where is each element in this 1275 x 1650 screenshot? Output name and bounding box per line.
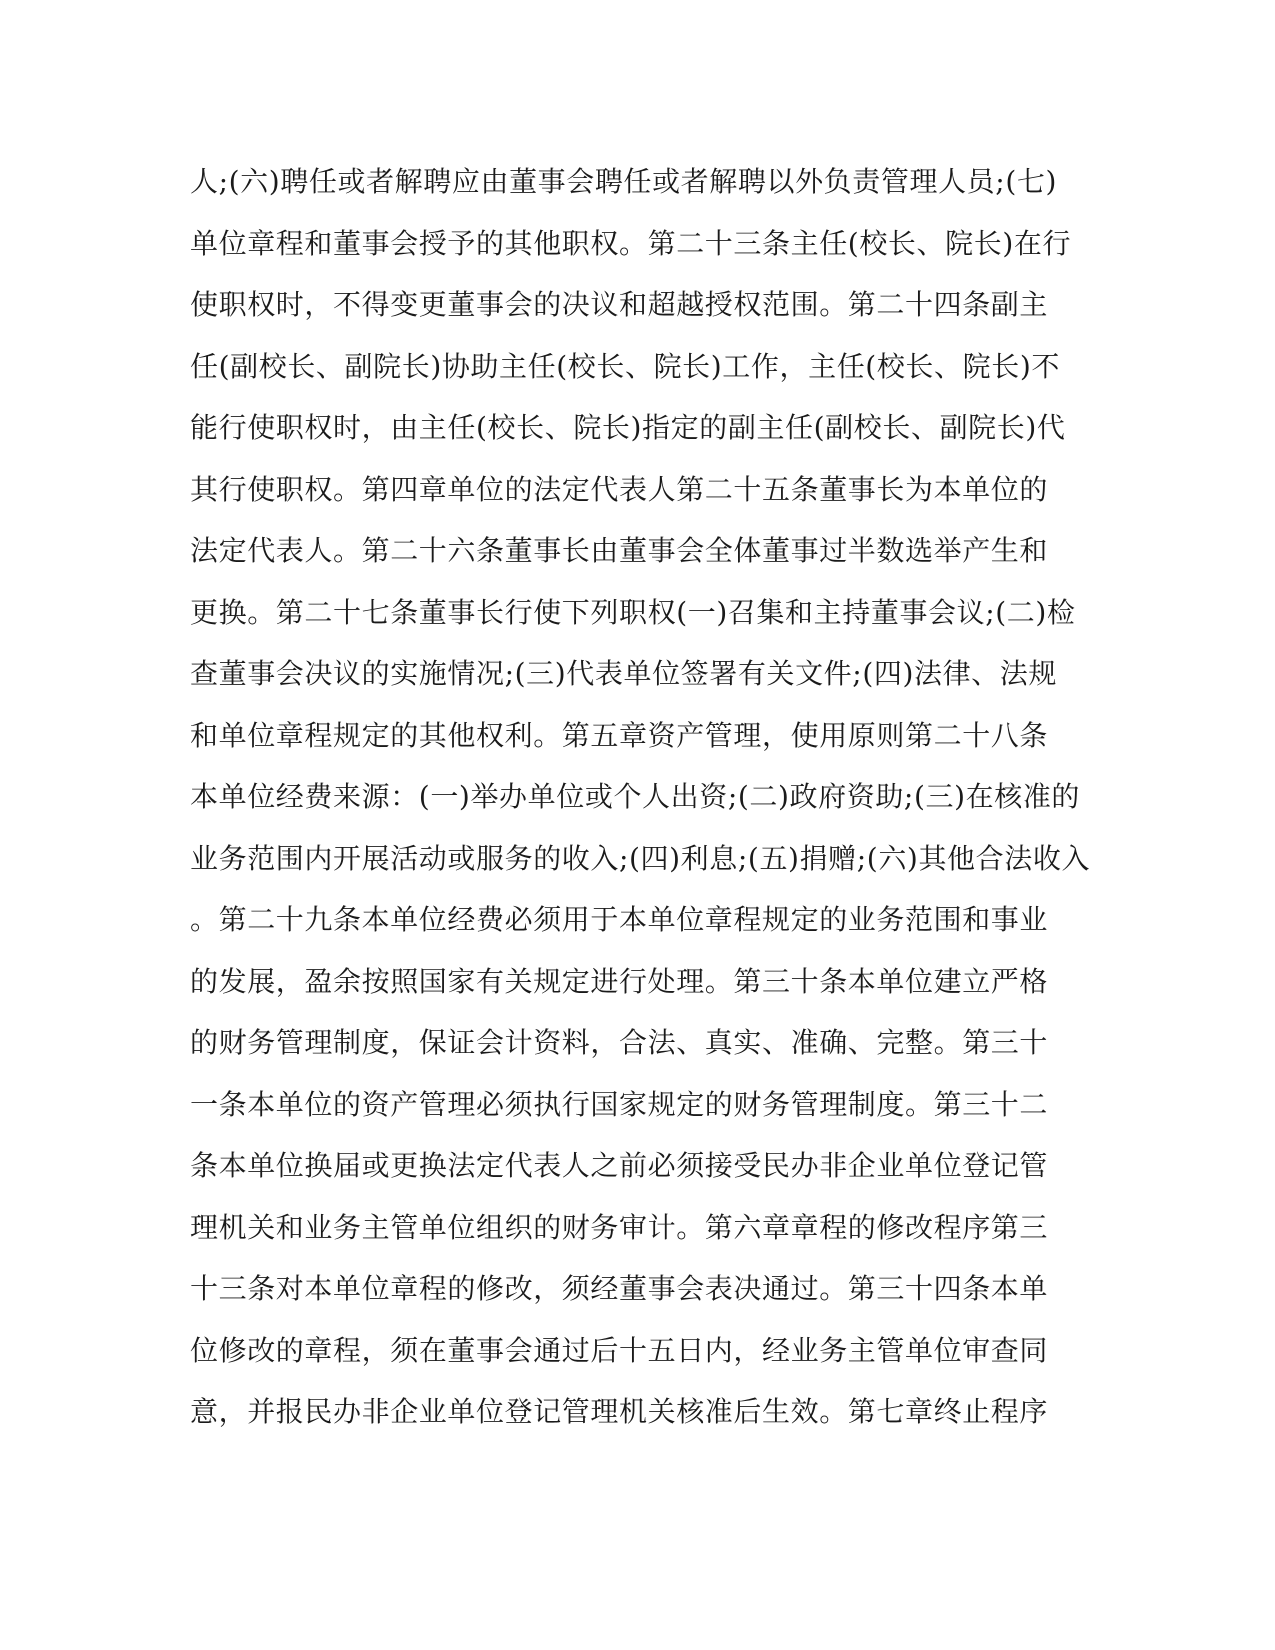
text-line: 法定代表人。第二十六条董事长由董事会全体董事过半数选举产生和 bbox=[190, 534, 1049, 567]
text-line: 一条本单位的资产管理必须执行国家规定的财务管理制度。第三十二 bbox=[190, 1087, 1049, 1121]
body-text bbox=[190, 162, 1090, 1454]
text-line: 理机关和业务主管单位组织的财务审计。第六章章程的修改程序第三 bbox=[190, 1210, 1049, 1244]
text-line: 的发展，盈余按照国家有关规定进行处理。第三十条本单位建立严格 bbox=[190, 964, 1049, 998]
text-line: 其行使职权。第四章单位的法定代表人第二十五条董事长为本单位的 bbox=[190, 472, 1049, 506]
text-line: 单位章程和董事会授予的其他职权。第二十三条主任(校长、院长)在行 bbox=[190, 226, 1072, 260]
text-line: 业务范围内开展活动或服务的收入;(四)利息;(五)捐赠;(六)其他合法收入 bbox=[190, 841, 1091, 875]
text-line: 十三条对本单位章程的修改，须经董事会表决通过。第三十四条本单 bbox=[190, 1272, 1049, 1305]
text-line: 查董事会决议的实施情况;(三)代表单位签署有关文件;(四)法律、法规 bbox=[190, 657, 1057, 690]
text-line: 位修改的章程，须在董事会通过后十五日内，经业务主管单位审查同 bbox=[190, 1333, 1049, 1367]
text-line: 人;(六)聘任或者解聘应由董事会聘任或者解聘以外负责管理人员;(七) bbox=[190, 165, 1057, 198]
text-line: 意，并报民办非企业单位登记管理机关核准后生效。第七章终止程序 bbox=[190, 1395, 1049, 1428]
text-line: 的财务管理制度，保证会计资料，合法、真实、准确、完整。第三十 bbox=[190, 1026, 1049, 1059]
text-line: 任(副校长、副院长)协助主任(校长、院长)工作，主任(校长、院长)不 bbox=[190, 349, 1060, 383]
text-line: 更换。第二十七条董事长行使下列职权(一)召集和主持董事会议;(二)检 bbox=[190, 595, 1076, 629]
text-line: 能行使职权时，由主任(校长、院长)指定的副主任(副校长、副院长)代 bbox=[190, 411, 1066, 444]
text-line: 条本单位换届或更换法定代表人之前必须接受民办非企业单位登记管 bbox=[190, 1149, 1049, 1182]
text-line: 和单位章程规定的其他权利。第五章资产管理，使用原则第二十八条 bbox=[190, 718, 1049, 752]
text-line: 本单位经费来源：(一)举办单位或个人出资;(二)政府资助;(三)在核准的 bbox=[190, 780, 1081, 813]
text-line: 。第二十九条本单位经费必须用于本单位章程规定的业务范围和事业 bbox=[190, 903, 1049, 936]
text-line: 使职权时，不得变更董事会的决议和超越授权范围。第二十四条副主 bbox=[190, 288, 1049, 321]
